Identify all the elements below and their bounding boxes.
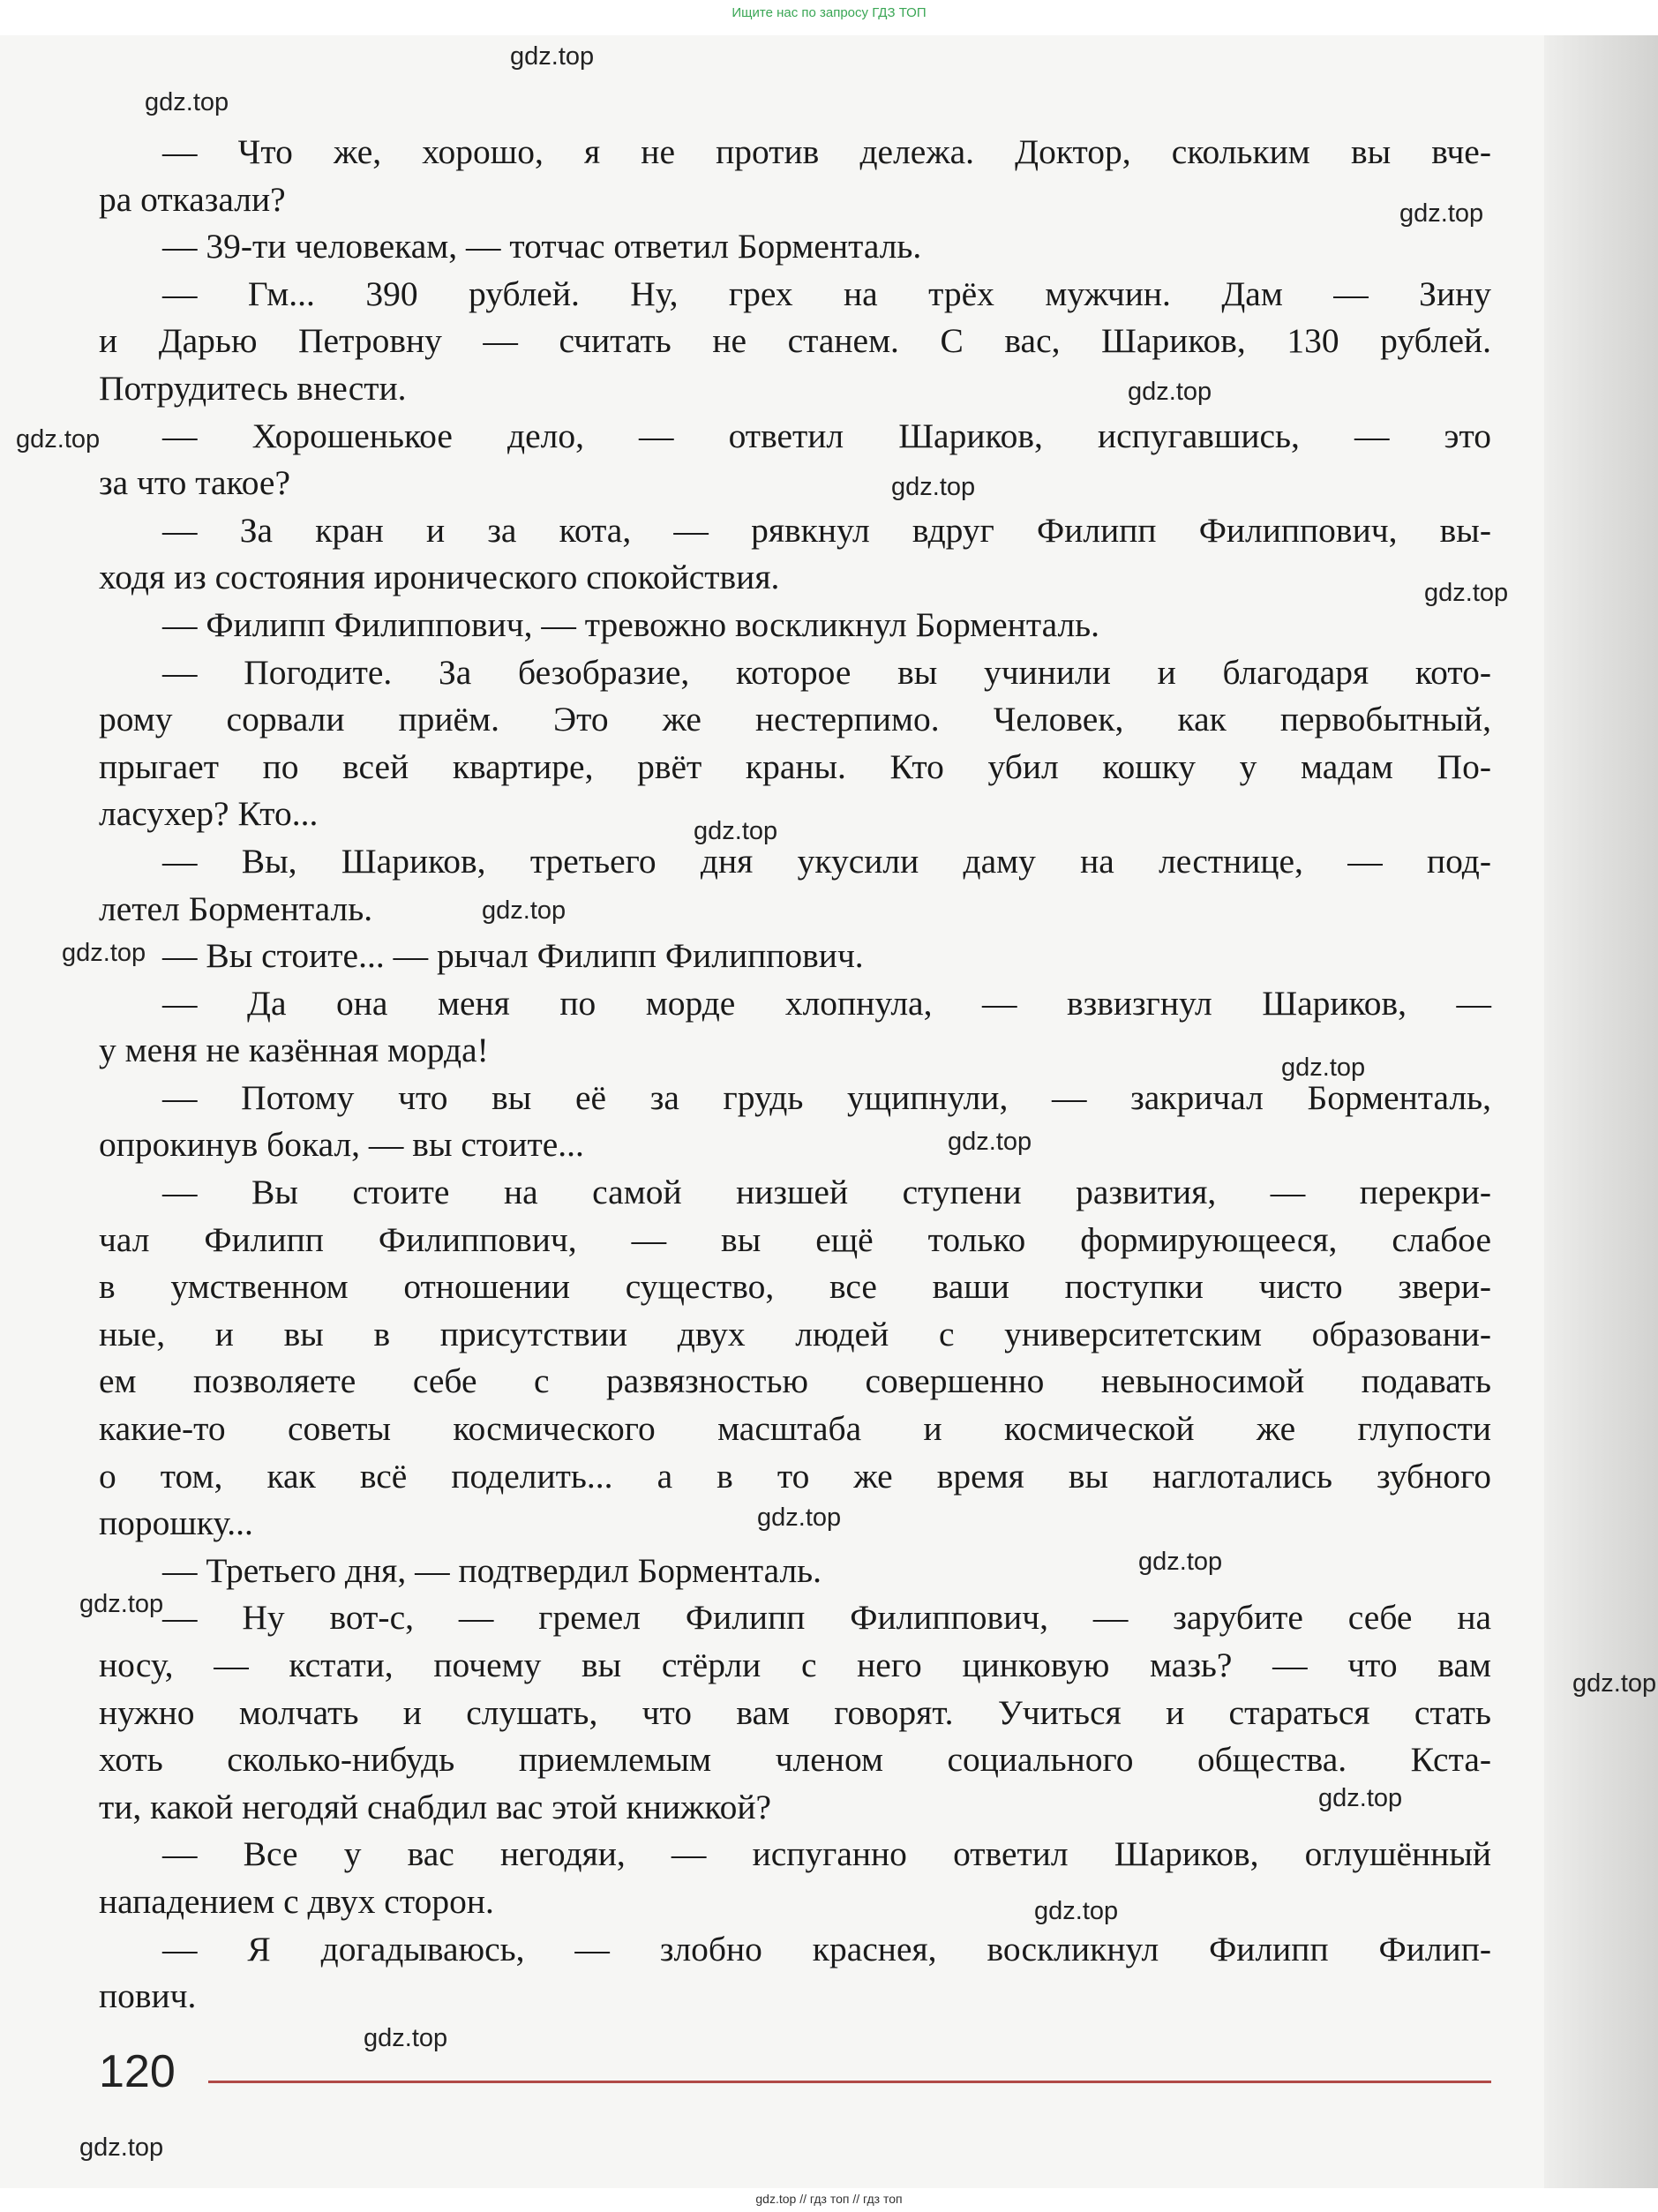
- text-line-38: нападением с двух сторон.: [99, 1881, 494, 1921]
- text-line-26: ные, и вы в присутствии двух людей с университетским образовани-: [99, 1314, 1491, 1353]
- text-line-32: — Ну вот-с, — гремел Филипп Филиппович, — зарубите себе на: [162, 1598, 1491, 1638]
- footer-rule: [208, 2081, 1491, 2083]
- text-line-30: порошку...: [99, 1503, 253, 1543]
- text-line-14: прыгает по всей квартире, рвёт краны. Кто убил кошку у мадам По-: [99, 746, 1491, 786]
- watermark: gdz.top: [510, 42, 595, 71]
- text-line-16: — Вы, Шариков, третьего дня укусили даму на лестнице, — под-: [162, 841, 1491, 881]
- watermark: gdz.top: [145, 88, 229, 116]
- watermark: gdz.top: [1424, 579, 1509, 607]
- text-line-10: ходя из состояния иронического спокойствия.: [99, 558, 780, 597]
- text-line-3: — 39-ти человекам, — тотчас ответил Борменталь.: [162, 227, 922, 266]
- header-note: Ищите нас по запросу ГДЗ ТОП: [731, 5, 927, 20]
- text-line-33: носу, — кстати, почему вы стёрли с него цинковую мазь? — что вам: [99, 1646, 1491, 1684]
- text-line-2: ра отказали?: [99, 179, 286, 219]
- text-line-1: — Что же, хорошо, я не против дележа. Доктор, скольким вы вче-: [162, 132, 1491, 171]
- text-line-24: чал Филипп Филиппович, — вы ещё только формирующееся, слабое: [99, 1219, 1491, 1259]
- footer-note: gdz.top // гдз топ // гдз топ: [755, 2192, 903, 2206]
- text-line-7: — Хорошенькое дело, — ответил Шариков, испугавшись, — это: [162, 416, 1491, 455]
- page-spine-shadow: [1544, 35, 1658, 2188]
- text-line-9: — За кран и за кота, — рявкнул вдруг Филипп Филиппович, вы-: [162, 510, 1491, 550]
- watermark: gdz.top: [1138, 1548, 1223, 1576]
- text-line-23: — Вы стоите на самой низшей ступени развития, — перекри-: [162, 1173, 1491, 1212]
- watermark: gdz.top: [1034, 1897, 1119, 1925]
- text-line-20: у меня не казённая морда!: [99, 1031, 489, 1070]
- text-line-8: за что такое?: [99, 463, 290, 503]
- watermark: gdz.top: [1399, 199, 1484, 228]
- text-line-36: ти, какой негодяй снабдил вас этой книжкой?: [99, 1787, 772, 1826]
- text-line-4: — Гм... 390 рублей. Ну, грех на трёх мужчин. Дам — Зину: [162, 274, 1491, 313]
- text-line-19: — Да она меня по морде хлопнула, — взвизгнул Шариков, —: [162, 983, 1491, 1023]
- text-line-5: и Дарью Петровну — считать не станем. С вас, Шариков, 130 рублей.: [99, 321, 1491, 361]
- text-line-11: — Филипп Филиппович, — тревожно воскликнул Борменталь.: [162, 604, 1100, 644]
- watermark: gdz.top: [364, 2024, 448, 2052]
- text-line-40: пович.: [99, 1976, 197, 2016]
- text-line-6: Потрудитесь внести.: [99, 368, 407, 408]
- text-line-22: опрокинув бокал, — вы стоите...: [99, 1125, 584, 1165]
- watermark: gdz.top: [1128, 378, 1212, 406]
- text-line-25: в умственном отношении существо, все ваши поступки чисто звери-: [99, 1267, 1491, 1307]
- watermark: gdz.top: [891, 473, 976, 501]
- text-line-17: летел Борменталь.: [99, 889, 373, 928]
- watermark: gdz.top: [757, 1503, 842, 1532]
- watermark: gdz.top: [1318, 1784, 1403, 1812]
- watermark: gdz.top: [1281, 1054, 1366, 1082]
- watermark: gdz.top: [79, 2133, 164, 2162]
- watermark: gdz.top: [79, 1590, 164, 1618]
- text-line-39: — Я догадываюсь, — злобно краснея, воскликнул Филипп Филип-: [162, 1929, 1491, 1968]
- watermark: gdz.top: [694, 817, 778, 845]
- page-number: 120: [99, 2046, 176, 2097]
- text-line-35: хоть сколько-нибудь приемлемым членом социального общества. Кста-: [99, 1740, 1491, 1780]
- text-line-15: ласухер? Кто...: [99, 794, 319, 834]
- text-line-13: рому сорвали приём. Это же нестерпимо. Человек, как первобытный,: [99, 700, 1491, 739]
- text-line-31: — Третьего дня, — подтвердил Борменталь.: [162, 1550, 822, 1590]
- text-line-29: о том, как всё поделить... а в то же время вы наглотались зубного: [99, 1456, 1491, 1496]
- watermark: gdz.top: [62, 939, 146, 967]
- text-line-27: ем позволяете себе с развязностью совершенно невыносимой подавать: [99, 1361, 1491, 1401]
- text-line-21: — Потому что вы её за грудь ущипнули, — закричал Борменталь,: [162, 1077, 1491, 1117]
- text-line-12: — Погодите. За безобразие, которое вы учинили и благодаря кото-: [162, 652, 1491, 692]
- text-line-37: — Все у вас негодяи, — испуганно ответил Шариков, оглушённый: [162, 1834, 1491, 1874]
- watermark: gdz.top: [948, 1128, 1032, 1156]
- text-line-28: какие-то советы космического масштаба и космической же глупости: [99, 1409, 1491, 1449]
- watermark: gdz.top: [482, 896, 566, 925]
- text-line-34: нужно молчать и слушать, что вам говорят. Учиться и стараться стать: [99, 1692, 1491, 1732]
- watermark: gdz.top: [1572, 1669, 1657, 1698]
- text-line-18: — Вы стоите... — рычал Филипп Филиппович.: [162, 936, 864, 976]
- watermark: gdz.top: [16, 425, 101, 454]
